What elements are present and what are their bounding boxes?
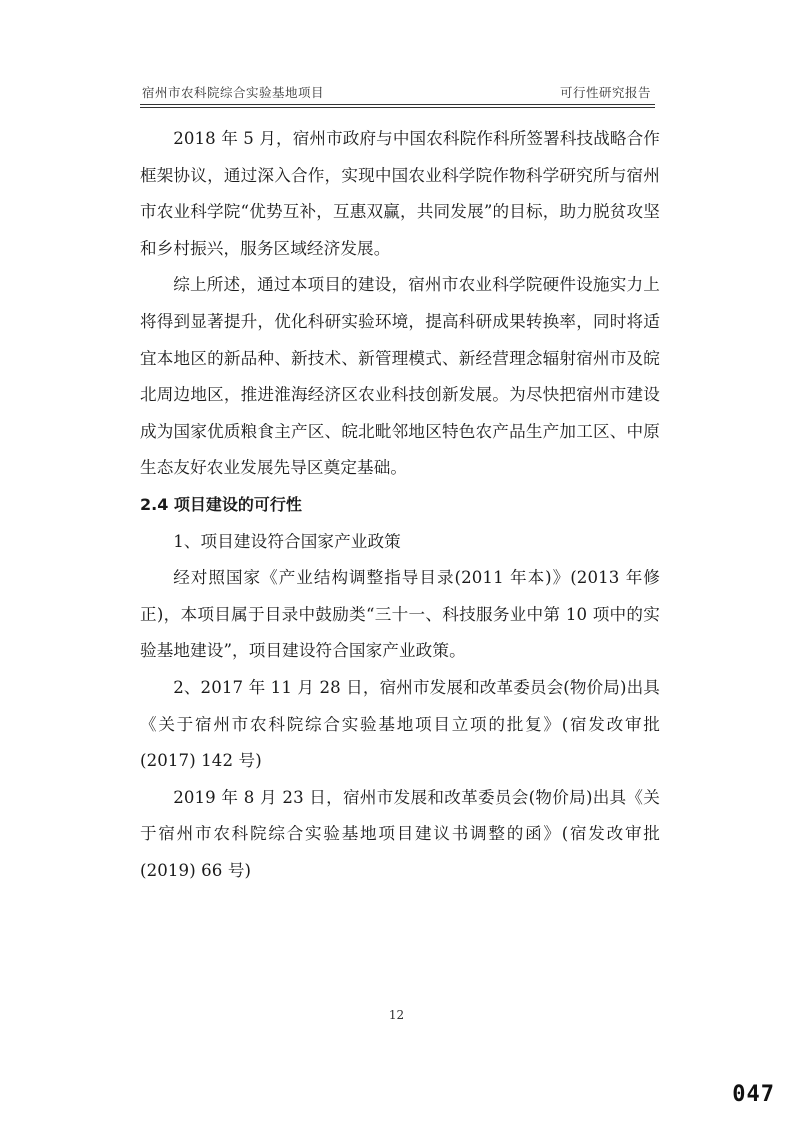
paragraph-policy-item: 1、项目建设符合国家产业政策	[173, 531, 401, 551]
paragraph-cooperation: 2018 年 5 月，宿州市政府与中国农科院作科所签署科技战略合作框架协议，通过深入合作，实现中国农业科学院作物科学研究所与宿州市农业科学院“优势互补，互惠双赢，共同发展”的目标，助力脱贫攻坚和乡村振兴，服务区域经济发展。	[140, 129, 660, 258]
paragraph-approval-2017: 2、2017 年 11 月 28 日，宿州市发展和改革委员会(物价局)出具《关于宿州市农科院综合实验基地项目立项的批复》(宿发改审批(2017) 142 号)	[140, 677, 660, 771]
paragraph-summary: 综上所述，通过本项目的建设，宿州市农业科学院硬件设施实力上将得到显著提升，优化科研实验环境，提高科研成果转换率，同时将适宜本地区的新品种、新技术、新管理模式、新经营理念辐射宿州市及皖北周边地区，推进淮海经济区农业科技创新发展。为尽快把宿州市建设成为国家优质粮食主产区、皖北毗邻地区特色农产品生产加工区、中原生态友好农业发展先导区奠定基础。	[140, 275, 660, 478]
header-divider	[140, 104, 655, 108]
page-number: 12	[388, 1008, 405, 1022]
document-body	[140, 121, 660, 889]
stamped-page-number: 047	[732, 1082, 775, 1107]
section-heading: 2.4 项目建设的可行性	[140, 494, 302, 514]
header-project-title: 宿州市农科院综合实验基地项目	[142, 85, 325, 100]
paragraph-approval-2019: 2019 年 8 月 23 日，宿州市发展和改革委员会(物价局)出具《关于宿州市农科院综合实验基地项目建议书调整的函》(宿发改审批(2019) 66 号)	[140, 787, 660, 880]
header-report-type: 可行性研究报告	[559, 85, 651, 100]
paragraph-policy-detail: 经对照国家《产业结构调整指导目录(2011 年本)》(2013 年修正)，本项目属于目录中鼓励类“三十一、科技服务业中第 10 项中的实验基地建设”，项目建设符合国家产业政策。	[140, 568, 660, 661]
